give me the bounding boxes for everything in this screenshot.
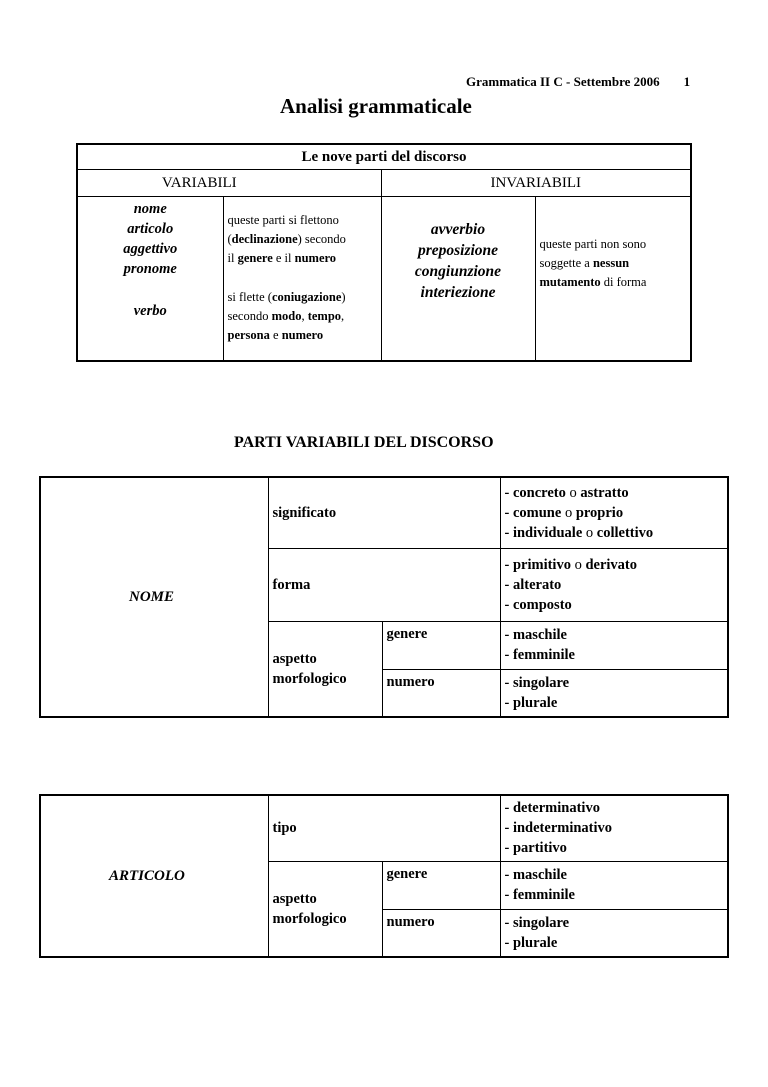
col-invariabili-label: INVARIABILI — [490, 175, 582, 191]
invariabili-desc-cell — [535, 197, 691, 361]
nome-table — [39, 476, 729, 718]
desc1-line2: (declinazione) secondo — [227, 232, 346, 246]
parts-of-speech-table — [76, 143, 692, 362]
desc1-line1: queste parti si flettono — [227, 213, 339, 227]
numero-label: numero — [382, 909, 500, 957]
tipo-label: tipo — [268, 795, 500, 861]
genere-values — [500, 621, 728, 669]
nome-label: NOME — [40, 477, 268, 717]
list-item: - maschile — [504, 867, 567, 883]
list-item: - composto — [504, 596, 572, 613]
word-pronome: pronome — [123, 261, 177, 277]
significato-values — [500, 477, 728, 548]
genere-label: genere — [382, 861, 500, 909]
col-variabili-label: VARIABILI — [161, 175, 237, 191]
list-item: - plurale — [504, 934, 558, 951]
col-variabili — [77, 170, 381, 197]
list-item: - individuale o collettivo — [504, 524, 654, 541]
desc3-line1: queste parti non sono — [539, 237, 647, 251]
aspetto-morfologico-label: aspetto morfologico — [268, 621, 382, 717]
word-nome: nome — [133, 201, 167, 217]
desc2-line3: persona e numero — [227, 328, 324, 342]
list-item: - determinativo — [504, 800, 600, 817]
header-text: Grammatica II C - Settembre 2006 — [466, 74, 660, 89]
numero-values — [500, 909, 728, 957]
word-preposizione: preposizione — [417, 242, 499, 259]
list-item: - primitivo o derivato — [504, 556, 638, 573]
articolo-label: ARTICOLO — [40, 795, 268, 957]
genere-values — [500, 861, 728, 909]
list-item: - concreto o astratto — [504, 484, 629, 501]
page-header — [466, 74, 690, 90]
genere-label: genere — [382, 621, 500, 669]
forma-values — [500, 548, 728, 621]
list-item: - indeterminativo — [504, 820, 613, 837]
page-title: Analisi grammaticale — [280, 94, 472, 118]
desc2-line1: si flette (coniugazione) — [227, 290, 346, 304]
numero-values — [500, 669, 728, 717]
desc2-line2: secondo modo, tempo, — [227, 309, 345, 323]
articolo-table — [39, 794, 729, 958]
forma-label: forma — [268, 548, 500, 621]
word-avverbio: avverbio — [430, 221, 486, 238]
page-number: 1 — [683, 74, 691, 89]
word-aggettivo: aggettivo — [123, 241, 178, 257]
list-item: - femminile — [504, 887, 575, 903]
word-interiezione: interiezione — [420, 284, 496, 301]
aspetto-morfologico-label: aspetto morfologico — [268, 861, 382, 957]
list-item: - femminile — [504, 647, 575, 663]
list-item: - singolare — [504, 674, 570, 691]
table1-heading: Le nove parti del discorso — [77, 144, 691, 170]
significato-label: significato — [268, 477, 500, 548]
col-invariabili — [381, 170, 691, 197]
section-title: PARTI VARIABILI DEL DISCORSO — [234, 434, 494, 451]
invariabili-words-cell — [381, 197, 535, 361]
list-item: - maschile — [504, 627, 567, 643]
word-articolo: articolo — [127, 221, 174, 237]
variabili-words-cell — [77, 197, 223, 361]
list-item: - plurale — [504, 694, 558, 711]
list-item: - comune o proprio — [504, 504, 624, 521]
list-item: - alterato — [504, 576, 562, 593]
list-item: - partitivo — [504, 840, 567, 857]
word-verbo: verbo — [133, 303, 167, 319]
numero-label: numero — [382, 669, 500, 717]
list-item: - singolare — [504, 914, 570, 931]
desc1-line3: il genere e il numero — [227, 251, 337, 265]
desc3-line3: mutamento di forma — [539, 275, 647, 289]
desc3-line2: soggette a nessun — [539, 256, 630, 270]
variabili-desc-cell — [223, 197, 381, 361]
word-congiunzione: congiunzione — [414, 263, 502, 280]
tipo-values — [500, 795, 728, 861]
